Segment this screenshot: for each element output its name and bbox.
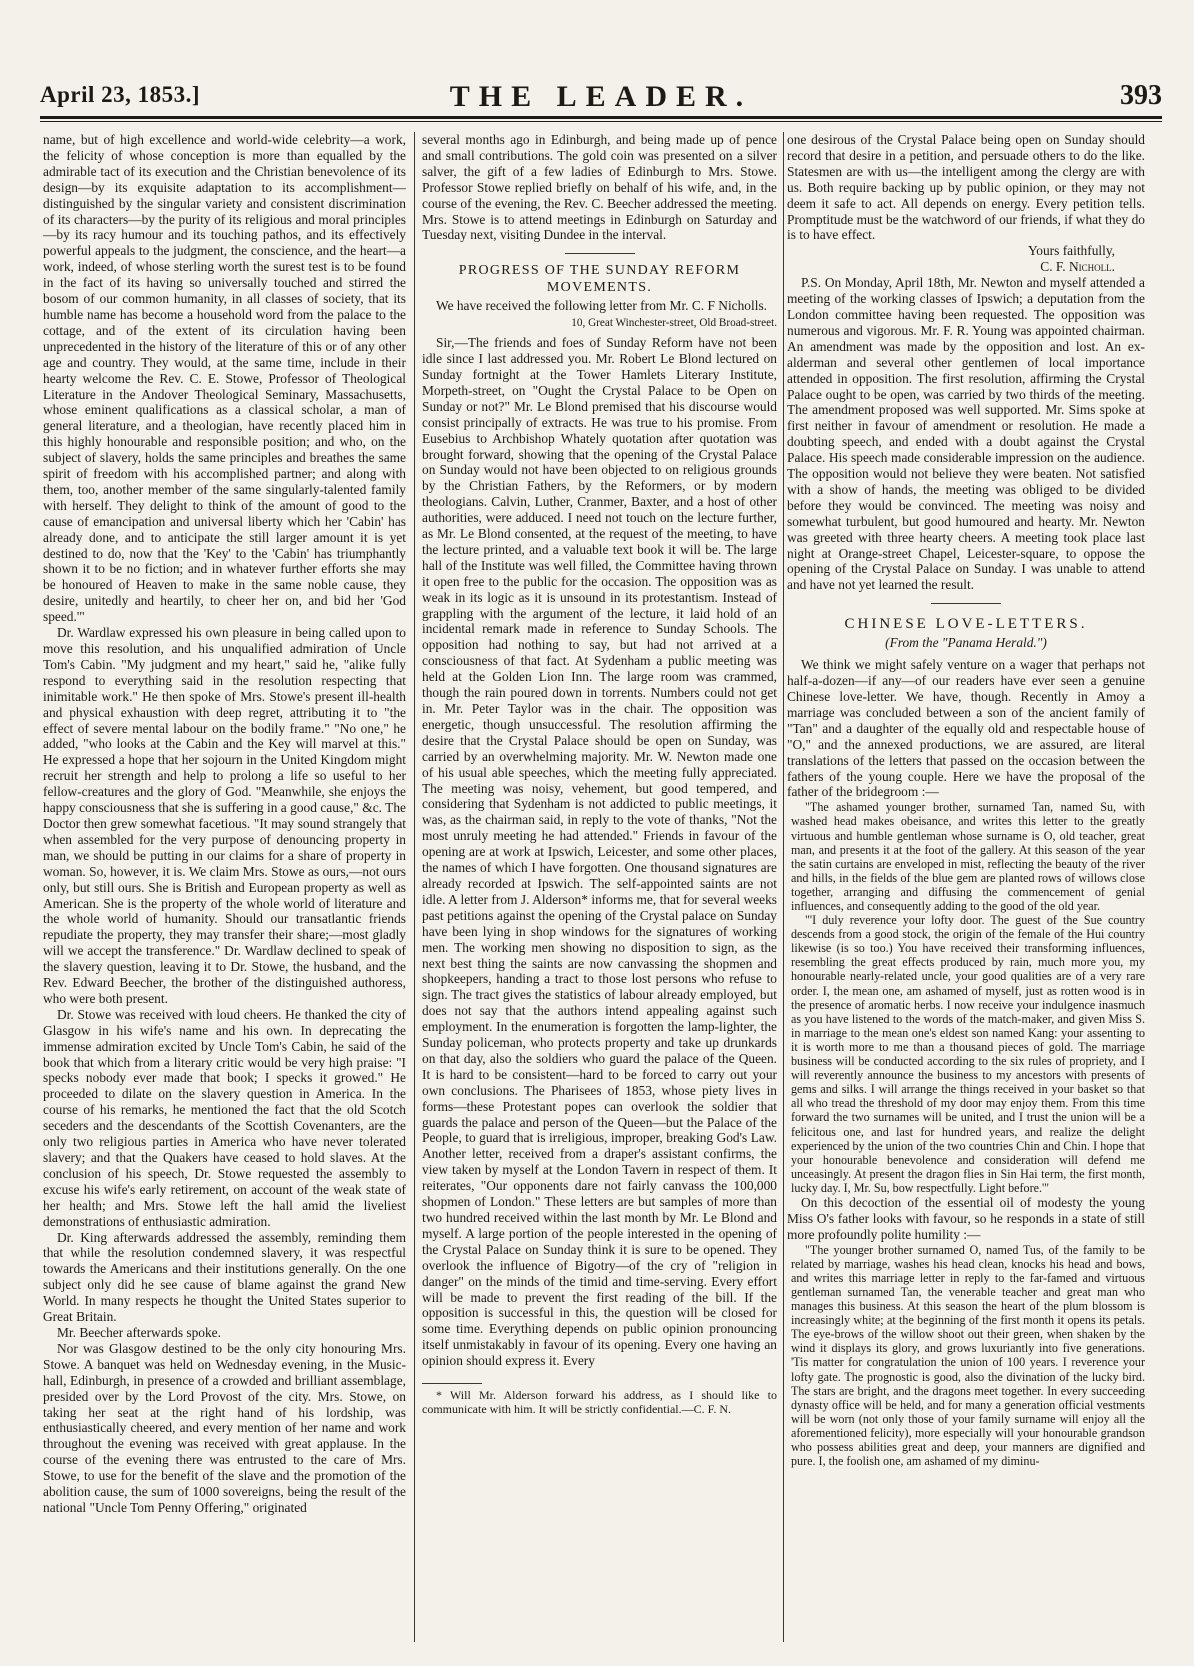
paragraph: one desirous of the Crystal Palace being open on Sunday should record that desire in a petition, and persuade others to do the like. Statesmen are with us—the intelligent among the clergy are with us. Both require backing up by public opinion, or they may not deem it safe to act. All depends on energy. Every petition tells. Promptitude must be the watchword of our friends, if what they do is to have effect. [787, 132, 1145, 243]
issue-date: April 23, 1853.] [40, 82, 201, 107]
paragraph-intro: We have received the following letter from Mr. C. F Nicholls. [436, 298, 767, 314]
paragraph: P.S. On Monday, April 18th, Mr. Newton and myself attended a meeting of the working classes of Ipswich; a deputation from the London committee having been requested. The opposition was numerous and vigorous. Mr. F. R. Young was appointed chairman. An amendment was made by the opposition and lost. An ex-alderman and several other gentlemen of local importance attended in opposition. The first resolution, affirming the Crystal Palace ought to be open, was carried by two thirds of the meeting. The amendment proposed was well supported. Mr. Sims spoke at first neither in favour of amendment or resolution. He made a doubting speech, and ended with a doubt against the Crystal Palace. His speech made considerable impression on the audience. The opposition would not believe they were beaten. Not satisfied with a show of hands, the meeting was obliged to be divided before they would be convinced. The meeting was noisy and somewhat turbulent, but good humoured and hearty. Mr. Newton was greeted with three hearty cheers. A meeting took place last night at Orange-street Chapel, Leicester-square, to oppose the opening of the Crystal Palace on Sunday. I was unable to attend and have not yet learned the result. [787, 275, 1145, 593]
paragraph: On this decoction of the essential oil of modesty the young Miss O's father looks with favour, so he responds in a state of still more profoundly polite humility :— [787, 1194, 1145, 1242]
column-divider [414, 132, 415, 1642]
paragraph: Mr. Beecher afterwards spoke. [57, 1324, 221, 1340]
column-divider [783, 132, 784, 1642]
column-3 [787, 132, 1145, 1642]
quoted-letter: "The younger brother surnamed O, named Tus, of the family to be related by marriage, washes his head clean, knocks his head and bows, and writes this marriage letter in reply to the far-famed and virtuous gentleman surnamed Tan, the venerable teacher and great man who manages this business. At this season the heart of the plum blossom is increasingly white; at the beginning of the first month it opens its petals. The eye-brows of the willow shoot out their green, when shaken by the wind it displays its glory, and grows luxuriantly into five generations. 'Tis matter for congratulation the union of 100 years. I reverence your lofty gate. The prognostic is good, also the divination of the lucky bird. The stars are bright, and the dragons meet together. In every succeeding dynasty office will be held, and for many a generation official vestments will be worn (not only those of your family surname will enjoy all the aforementioned felicity), more especially will your honourable grandson who possess abilities great and deep, your manners are dignified and pure. I, the foolish one, am ashamed of my diminu- [791, 1242, 1145, 1469]
section-subheading: (From the "Panama Herald.") [885, 635, 1047, 651]
paragraph: Dr. King afterwards addressed the assembly, reminding them that while the resolution condemned slavery, it was respectful towards the Americans and their institutions generally. On the one subject only did he see cause of blame against the grand New World. In many respects he thought the United States superior to Great Britain. [43, 1229, 406, 1325]
page-number: 393 [1120, 80, 1162, 111]
paragraph: several months ago in Edinburgh, and being made up of pence and small contributions. The gold coin was presented on a silver salver, the gift of a few ladies of Edinburgh to Mrs. Stowe. Professor Stowe replied briefly on behalf of his wife, and, in the course of the evening, the Rev. C. Beecher addressed the meeting. Mrs. Stowe is to attend meetings in Edinburgh on Saturday and Tuesday next, visiting Dundee in the interval. [422, 132, 777, 243]
quoted-letter: "The ashamed younger brother, surnamed Tan, named Su, with washed head makes obeisance, and writes this letter to the greatly virtuous and humble gentleman whose surname is O, old teacher, great man, and presents it at the foot of the gallery. At this season of the year the satin curtains are enveloped in mist, reflecting the beauty of the river and hills, in the fields of the blue gem are planted rows of willows close together, arranging and diffusing the commencement of genial influences, and consequently adding to the good of the old year. [791, 800, 1145, 913]
column-2 [422, 132, 777, 1642]
letter-address: 10, Great Winchester-street, Old Broad-street. [571, 317, 777, 330]
masthead [40, 76, 1162, 116]
letter-signature: C. F. Nicholl. [1040, 259, 1115, 275]
paragraph: name, but of high excellence and world-wide celebrity—a work, the felicity of whose conception is more than equalled by the admirable tact of its execution and the Christian benevolence of its design—by its exquisite adaptation to its accomplishment—distinguished by the singular variety and consistent discrimination of its characters—by the purity of its religious and moral principles—by its racy humour and its touching pathos, and its effectively powerful appeals to the judgment, the conscience, and the heart—a work, indeed, of whose sterling worth the surest test is to be found in the fact of its having so universally touched and stirred the bosom of our common humanity, in all classes of society, that its humble name has become a household word from the palace to the cottage, and of the extent of its circulation having been unprecedented in the history of the literature of this or of any other age and country. They would, at the same time, include in their hearty welcome the Rev. C. E. Stowe, Professor of Theological Literature in the Andover Theological Seminary, Massachusetts, whose eminent qualifications as a classical scholar, a man of general literature, and a theologian, have recently placed him in this highly honourable and responsible position; and who, on the subject of slavery, holds the same principles and breathes the same spirit of freedom with his accomplished partner; and along with them, too, another member of the same singularly-talented family with herself. They delight to think of the amount of good to the cause of emancipation and universal liberty which her 'Cabin' has already done, and to anticipate the still larger amount it is yet destined to do, now that the 'Key' to the 'Cabin' has triumphantly shown it to be no fiction; and in whatever further efforts she may be honoured of Heaven to make in the same noble cause, they desire, unitedly and heartily, to cheer her on, and bid her 'God speed.'" [43, 132, 406, 625]
paragraph: Dr. Wardlaw expressed his own pleasure in being called upon to move this resolution, and his unqualified admiration of Uncle Tom's Cabin. "My judgment and my heart," said he, "alike fully respond to everything said in the resolution respecting that inimitable work." He then spoke of Mrs. Stowe's present ill-health and physical exhaustion with deep regret, attributing it to "the effect of severe mental labour on the bodily frame." "No one," he added, "who looks at the Cabin and the Key will marvel at this." He expressed a hope that her sojourn in the United Kingdom might recruit her strength and help to prolong a life so useful to her fellow-creatures and the glory of God. "Meanwhile, she enjoys the happy consciousness that she is suffering in a good cause," &c. The Doctor then grew somewhat facetious. "It may sound strangely that when assembled for the very purpose of denouncing property in man, we should be putting in our claims for a share of property in woman. So, however, it is. We claim Mrs. Stowe as ours,—not ours only, but still ours. She is British and European property as well as American. She is the property of the whole world of literature and the whole world of humanity. Should our transatlantic friends repudiate the property, they may transfer their share;—most gladly will we accept the transference." Dr. Wardlaw declined to speak of the slavery question, leaving it to Dr. Stowe, the husband, and the Rev. Edward Beecher, the brother of the distinguished authoress, who were both present. [43, 625, 406, 1006]
footnote-rule [422, 1383, 482, 1384]
footnote: * Will Mr. Alderson forward his address, as I should like to communicate with him. It will be strictly confidential.—C. F. N. [422, 1388, 777, 1417]
section-heading-chinese-love-letters: CHINESE LOVE-LETTERS. [844, 616, 1088, 633]
masthead-rule [40, 116, 1162, 119]
paragraph: We think we might safely venture on a wager that perhaps not half-a-dozen—if any—of our readers have ever seen a genuine Chinese love-letter. We have, though. Recently in Amoy a marriage was concluded between a son of the ancient family of "Tan" and a daughter of the equally old and respectable house of "O," and the annexed productions, we are assured, are literal translations of the letters that passed on the occasion between the fathers of the young couple. Here we have the proposal of the father of the bridegroom :— [787, 657, 1145, 800]
section-rule [565, 253, 635, 254]
section-rule [931, 603, 1001, 604]
paragraph: Sir,—The friends and foes of Sunday Reform have not been idle since I last addressed you. Mr. Robert Le Blond lectured on Sunday fortnight at the Tower Hamlets Literary Institute, Morpeth-street, on "Ought the Crystal Palace to be Open on Sunday or not?" Mr. Le Blond premised that his discourse would consist principally of extracts. He was true to his promise. From Eusebius to Archbishop Whately quotation after quotation was brought forward, showing that the opening of the Crystal Palace on Sunday would not have been objected to on religious grounds by the Christian Fathers, by the Reformers, or by modern theologians. Calvin, Luther, Cranmer, Baxter, and a host of other authorities, were adduced. I need not touch on the lecture further, as Mr. Le Blond consented, at the request of the meeting, to have the lecture printed, and a valuable text book it will be. The large hall of the Institute was well filled, the Committee having thrown it open free to the public for the occasion. The opposition was as weak in its logic as it is unsound in its protestantism. Instead of grappling with the argument of the lecture, it laid hold of an incidental remark made in reference to Sunday Schools. The opposition had nothing to say, but had not arrived at a consciousness of that fact. At Sydenham a public meeting was held at the Golden Lion Inn. The large room was crammed, though the rain poured down in torrents. Numbers could not get in. Mr. Peter Taylor was in the chair. The opposition was energetic, though unsuccessful. The resolution affirming the desire that the Crystal Palace should be open on Sunday, was carried by an overwhelming majority. Mr. W. Newton made one of his usual able speeches, which the meeting fully appreciated. The meeting was noisy, vehement, but good tempered, and considering that Sydenham is not addicted to public meetings, it was, as the chairman said, in reply to the vote of thanks, "Not the most unruly meeting he had attended." Friends in favour of the opening are at work at Ipswich, Leicester, and some other places, the names of which I have forgotten. One thousand signatures are already recorded at Ipswich. The self-appointed saints are not idle. A letter from J. Alderson* informs me, that for several weeks past petitions against the opening of the Crystal palace on Sunday have been lying in shop windows for the signatures of working men. The working men showing no disposition to sign, as the next best thing the saints are now canvassing the shopmen and shopkeepers, handing a tract to those lost persons who refuse to sign. The tract gives the statistics of labour already employed, but does not say that the authors intend appealing against such employment. In the enumeration is forgotten the lamp-lighter, the Sunday policeman, who protects property and take up drunkards on that day, also the soldiers who guard the palace of the Queen. It is hard to be consistent—hard to be forced to carry out your own conclusions. The Pharisees of 1853, whose piety lives in forms—these Protestant popes can overlook the soldier that guards the palace and person of the Queen—but the Palace of the People, to guard that is irreligious, improper, breaking God's Law. Another letter, received from a draper's assistant confirms, the view taken by myself at the London Tavern in respect of them. It reiterates, "Our opponents dare not fairly canvass the 100,000 shopmen of London." These letters are but samples of more than two hundred received within the last month by Mr. Le Blond and myself. A large portion of the people interested in the opening of the Crystal Palace on Sunday think it is sure to be opened. They overlook the influence of Bigotry—of the cry of "religion in danger" on the minds of the timid and time-serving. Every effort will be made to prevent the first reading of the bill. If the opposition is successful in this, the question will be closed for some time. Everything depends on public opinion pronouncing itself unmistakably in favour of its opening. Every one having an opinion should express it. Every [422, 335, 777, 1369]
paragraph: Dr. Stowe was received with loud cheers. He thanked the city of Glasgow in his wife's name and his own. In deprecating the immense admiration excited by Uncle Tom's Cabin, he said of the book that which from a literary critic would be very high praise: "I specks nobody ever made that book; I specks it growed." He proceeded to dilate on the slavery question in America. In the course of his remarks, he mentioned the fact that the old Scotch seceders and the descendants of the Scottish Covenanters, are the only two religious parties in America who have never tolerated slavery; and that the Quakers have ceased to hold slaves. At the conclusion of his speech, Dr. Stowe requested the assembly to excuse his wife's early retirement, on account of the weak state of her health; and Mrs. Stowe left the hall amid the liveliest demonstrations of enthusiastic admiration. [43, 1006, 406, 1229]
section-heading-sunday-reform: PROGRESS OF THE SUNDAY REFORM MOVEMENTS. [458, 263, 741, 296]
letter-signoff: Yours faithfully, [1027, 243, 1115, 259]
newspaper-title: THE LEADER. [449, 80, 753, 113]
column-1 [43, 132, 406, 1642]
paragraph: Nor was Glasgow destined to be the only city honouring Mrs. Stowe. A banquet was held on Wednesday evening, in the Music-hall, Edinburgh, in presence of a crowded and brilliant assemblage, presided over by the Lord Provost of the city. Mrs. Stowe, on taking her seat at the right hand of his lordship, was enthusiastically cheered, and every mention of her name and work throughout the evening was received with great applause. In the course of the evening there was entrusted to the care of Mrs. Stowe, to use for the benefit of the slave and the promotion of the abolition cause, the sum of 1000 sovereigns, being the result of the national "Uncle Tom Penny Offering," originated [43, 1340, 406, 1515]
masthead-rule-thin [40, 121, 1162, 122]
quoted-letter: "'I duly reverence your lofty door. The guest of the Sue country descends from a good stock, the origin of the female of the Hui country likewise (is so too.) You have received their transforming influences, resembling the great effects produced by rain, much more you, my honourable nearly-related uncle, your good qualities are of a very rare order. I, the mean one, am ashamed of myself, just as rotten wood is in the presence of aromatic herbs. I now receive your indulgence inasmuch as you have listened to the words of the match-maker, and given Miss S. in marriage to the mean one's eldest son named Kang: your assenting to it is worth more to me than a thousand pieces of gold. The marriage business will be conducted according to the six rules of propriety, and I will reverently announce the business to my ancestors with presents of gems and silks. I will arrange the things received in your basket so that all who tread the threshold of my door may enjoy them. From this time forward the two surnames will be united, and I trust the union will be a felicitous one, and last for hundred years, and realize the delight experienced by the union of the two countries Chin and Chin. I hope that your honourable benevolence and consideration will defend me unceasingly. At present the dragon flies in Sin Hai term, the first month, lucky day. I, Mr. Su, bow respectfully. Light before.'" [791, 913, 1145, 1195]
